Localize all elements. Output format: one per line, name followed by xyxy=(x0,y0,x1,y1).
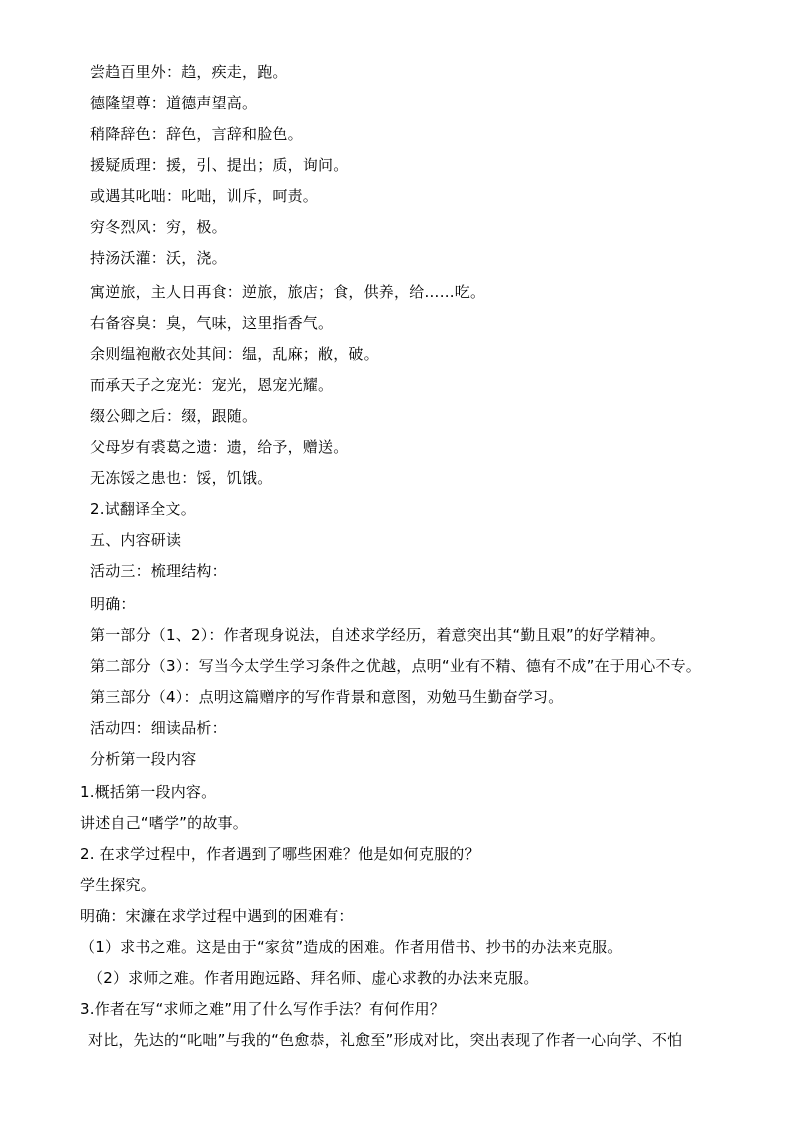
answer-line: 学生探究。 xyxy=(80,876,157,894)
activity-heading: 活动三：梳理结构： xyxy=(90,562,227,580)
gloss-line: 穷冬烈风：穷，极。 xyxy=(90,218,227,236)
structure-part-2: 第二部分（3）：写当今太学生学习条件之优越，点明“业有不精、德有不成”在于用心不专。 xyxy=(90,657,701,675)
gloss-line: 余则缊袍敝衣处其间：缊，乱麻；敝，破。 xyxy=(90,345,379,363)
question-line: 1.概括第一段内容。 xyxy=(80,783,217,801)
gloss-line: 无冻馁之患也：馁，饥饿。 xyxy=(90,469,273,487)
structure-part-1: 第一部分（1、2）：作者现身说法，自述求学经历，着意突出其“勤且艰”的好学精神。 xyxy=(90,626,666,644)
answer-item: （1）求书之难。这是由于“家贫”造成的困难。作者用借书、抄书的办法来克服。 xyxy=(80,938,623,956)
gloss-line: 或遇其叱咄：叱咄，训斥，呵责。 xyxy=(90,187,319,205)
gloss-line: 寓逆旅，主人日再食：逆旅，旅店；食，供养，给……吃。 xyxy=(90,283,486,301)
answer-line: 讲述自己“嗜学”的故事。 xyxy=(80,814,248,832)
question-line: 3.作者在写“求师之难”用了什么写作手法？有何作用？ xyxy=(80,1000,446,1018)
answer-label: 明确： xyxy=(90,595,136,613)
gloss-line: 而承天子之宠光：宠光，恩宠光耀。 xyxy=(90,376,334,394)
answer-line: 对比，先达的“叱咄”与我的“色愈恭，礼愈至”形成对比，突出表现了作者一心向学、不怕 xyxy=(88,1031,683,1049)
structure-part-3: 第三部分（4）：点明这篇赠序的写作背景和意图，劝勉马生勤奋学习。 xyxy=(90,688,564,706)
subsection-heading: 分析第一段内容 xyxy=(90,750,197,768)
gloss-line: 持汤沃灌：沃，浇。 xyxy=(90,249,227,267)
gloss-line: 缀公卿之后：缀，跟随。 xyxy=(90,407,258,425)
gloss-line: 尝趋百里外：趋，疾走，跑。 xyxy=(90,63,288,81)
activity-heading: 活动四：细读品析： xyxy=(90,719,227,737)
answer-line: 明确：宋濂在求学过程中遇到的困难有： xyxy=(80,907,354,925)
task-line: 2.试翻译全文。 xyxy=(90,500,196,518)
gloss-line: 稍降辞色：辞色，言辞和脸色。 xyxy=(90,125,303,143)
gloss-line: 父母岁有裘葛之遗：遗，给予，赠送。 xyxy=(90,438,349,456)
gloss-line: 援疑质理：援，引、提出；质，询问。 xyxy=(90,156,349,174)
question-line: 2. 在求学过程中，作者遇到了哪些困难？他是如何克服的？ xyxy=(80,845,480,863)
gloss-line: 右备容臭：臭，气味，这里指香气。 xyxy=(90,314,334,332)
section-heading: 五、内容研读 xyxy=(90,531,182,549)
gloss-line: 德隆望尊：道德声望高。 xyxy=(90,94,258,112)
answer-item: （2）求师之难。作者用跑远路、拜名师、虚心求教的办法来克服。 xyxy=(88,969,539,987)
